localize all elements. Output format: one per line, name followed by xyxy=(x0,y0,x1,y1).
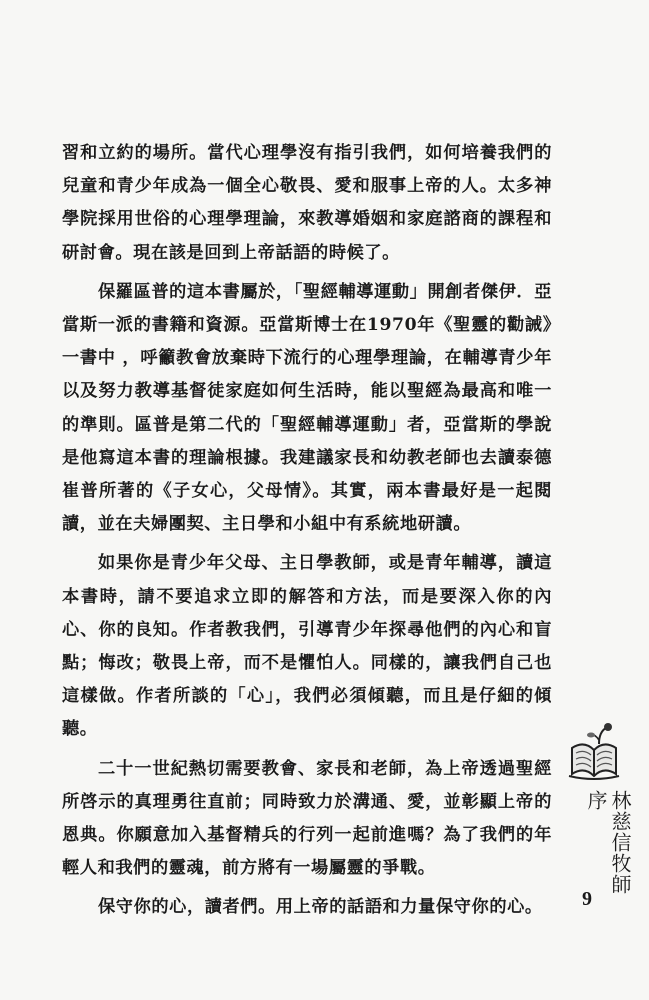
paragraph-5: 保守你的心，讀者們。用上帝的話語和力量保守你的心。 xyxy=(98,897,543,918)
paragraph-4: 二十一世紀熱切需要教會、家長和老師，為上帝透過聖經所啓示的真理勇往直前；同時致力於溝通、愛，並彰顯上帝的恩典。你願意加入基督精兵的行列一起前進嗎？為了我們的年輕人和我們的靈魂，前方將有一場屬靈的爭戰。 xyxy=(62,758,552,879)
page-number: 9 xyxy=(582,888,592,910)
open-book-icon xyxy=(566,720,622,782)
paragraph-1: 習和立約的場所。當代心理學沒有指引我們，如何培養我們的兒童和青少年成為一個全心敬畏、愛和服事上帝的人。太多神學院採用世俗的心理學理論，來教導婚姻和家庭諮商的課程和研討會。現在該是回到上帝話語的時候了。 xyxy=(62,143,552,263)
paragraph-2: 保羅區普的這本書屬於，「聖經輔導運動」開創者傑伊．亞當斯一派的書籍和資源。亞當斯博士在1970年《聖靈的勸誡》一書中 ，呼籲教會放棄時下流行的心理學理論，在輔導青少年以及努力教導基督徒家庭如何生活時，能以聖經為最高和唯一的準則。區普是第二代的「聖經輔導運動」者，亞當斯的學說是他寫這本書的理論根據。我建議家長和幼教老師也去讀泰德崔普所著的《子女心，父母情》。其實，兩本書最好是一起閱讀，並在夫婦團契、主日學和小組中有系統地研讀。 xyxy=(62,281,552,535)
chapter-side-title: 林慈信牧師序 xyxy=(584,790,632,895)
body-text xyxy=(62,137,552,931)
chapter-side-tab xyxy=(566,720,632,910)
paragraph-3: 如果你是青少年父母、主日學教師，或是青年輔導，讀這本書時，請不要追求立即的解答和方法，而是要深入你的內心、你的良知。作者教我們，引導青少年探尋他們的內心和盲點；悔改；敬畏上帝，而不是懼怕人。同樣的，讓我們自己也這樣做。作者所談的「心」，我們必須傾聽，而且是仔細的傾聽。 xyxy=(62,553,552,740)
